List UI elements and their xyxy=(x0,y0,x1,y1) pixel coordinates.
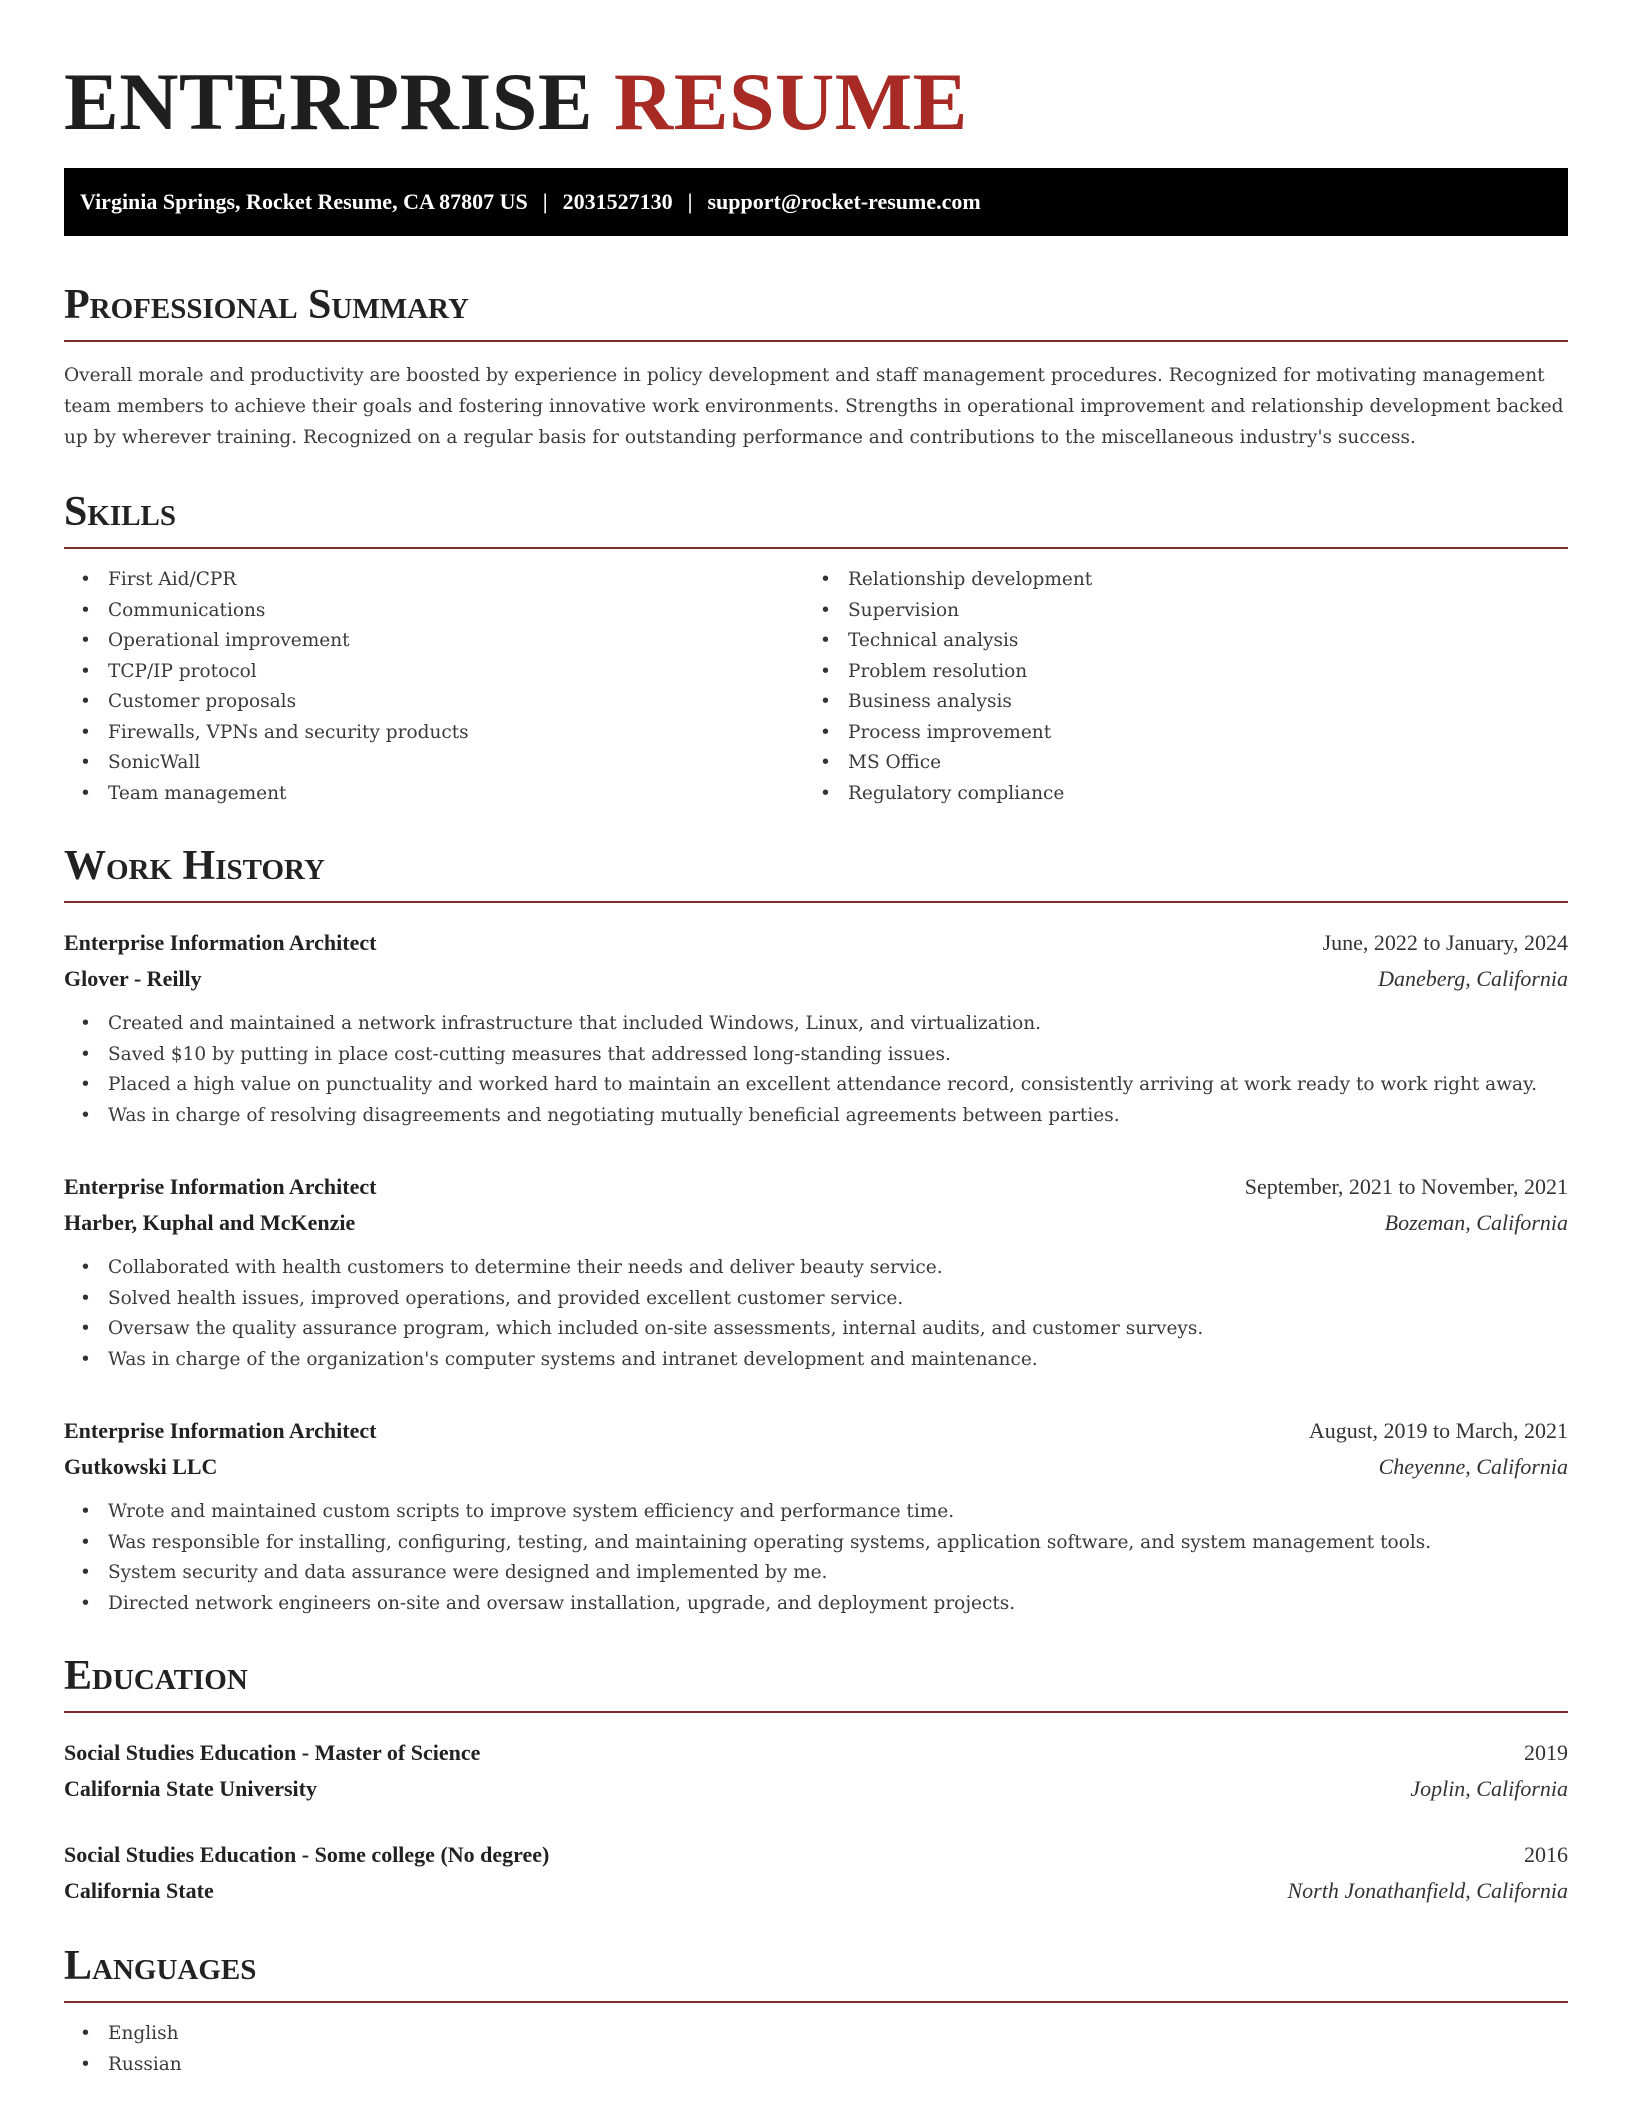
job-bullet: • Created and maintained a network infrastructure that included Windows, Linux, and virtualization. xyxy=(64,1009,1568,1040)
edu-year: 2016 xyxy=(1524,1842,1568,1867)
skill-item: • MS Office xyxy=(804,748,1544,779)
skill-item: • SonicWall xyxy=(64,748,804,779)
summary-text: Overall morale and productivity are boosted by experience in policy development and staff management procedures. Recognized for motivating management team members to achieve their goals and fostering innovative work environments. Strengths in operational improvement and relationship development backed up by wherever training. Recognized on a regular basis for outstanding performance and contributions to the miscellaneous industry's success. xyxy=(64,365,1564,448)
languages-list xyxy=(64,2019,1568,2080)
skill-item: • Communications xyxy=(64,596,804,627)
job-title: Enterprise Information Architect xyxy=(64,930,377,955)
edu-degree: Social Studies Education - Master of Science xyxy=(64,1740,481,1765)
education-entry xyxy=(64,1837,1568,1909)
edu-degree: Social Studies Education - Some college (No degree) xyxy=(64,1842,550,1867)
section-heading: Skills xyxy=(64,491,1568,549)
skill-item: • Process improvement xyxy=(804,718,1544,749)
skill-item: • Regulatory compliance xyxy=(804,779,1544,810)
job-title: Enterprise Information Architect xyxy=(64,1418,377,1443)
job-bullets xyxy=(64,1497,1568,1619)
title-main: ENTERPRISE xyxy=(64,56,594,147)
job-bullets xyxy=(64,1009,1568,1131)
education-entry xyxy=(64,1735,1568,1807)
language-item: • English xyxy=(64,2019,1568,2050)
edu-location: Joplin, California xyxy=(1410,1776,1568,1801)
contact-email[interactable]: support@rocket-resume.com xyxy=(707,189,981,214)
job-bullet: • Was in charge of the organization's computer systems and intranet development and maintenance. xyxy=(64,1345,1568,1376)
job-bullets xyxy=(64,1253,1568,1375)
skill-item: • Team management xyxy=(64,779,804,810)
skill-item: • Customer proposals xyxy=(64,687,804,718)
edu-year: 2019 xyxy=(1524,1740,1568,1765)
contact-phone: 2031527130 xyxy=(562,189,673,214)
job-company: Gutkowski LLC xyxy=(64,1454,218,1479)
skill-item: • First Aid/CPR xyxy=(64,565,804,596)
job-bullet: • Placed a high value on punctuality and worked hard to maintain an excellent attendance record, consistently arriving at work ready to work right away. xyxy=(64,1070,1568,1101)
job-bullet: • Collaborated with health customers to determine their needs and deliver beauty service. xyxy=(64,1253,1568,1284)
section-heading: Education xyxy=(64,1655,1568,1713)
languages-section xyxy=(64,1945,1568,2080)
skill-item: • Operational improvement xyxy=(64,626,804,657)
job-bullet: • Oversaw the quality assurance program, which included on-site assessments, internal audits, and customer surveys. xyxy=(64,1314,1568,1345)
professional-summary-section xyxy=(64,284,1568,453)
skills-columns xyxy=(64,565,1568,809)
job-dates: June, 2022 to January, 2024 xyxy=(1322,930,1568,955)
skills-list-left xyxy=(64,565,804,809)
job-bullet: • Solved health issues, improved operations, and provided excellent customer service. xyxy=(64,1284,1568,1315)
job-title: Enterprise Information Architect xyxy=(64,1174,377,1199)
job-bullet: • Wrote and maintained custom scripts to improve system efficiency and performance time. xyxy=(64,1497,1568,1528)
skill-item: • Relationship development xyxy=(804,565,1544,596)
resume-title xyxy=(64,56,1568,148)
work-history-section xyxy=(64,845,1568,1619)
language-item: • Russian xyxy=(64,2050,1568,2081)
job-entry xyxy=(64,1169,1568,1375)
edu-location: North Jonathanfield, California xyxy=(1287,1878,1568,1903)
skill-item: • Business analysis xyxy=(804,687,1544,718)
job-company: Harber, Kuphal and McKenzie xyxy=(64,1210,356,1235)
job-location: Bozeman, California xyxy=(1384,1210,1568,1235)
education-section xyxy=(64,1655,1568,1909)
job-location: Daneberg, California xyxy=(1378,966,1568,991)
edu-school: California State xyxy=(64,1878,214,1903)
section-heading: Languages xyxy=(64,1945,1568,2003)
job-dates: August, 2019 to March, 2021 xyxy=(1308,1418,1568,1443)
skills-section xyxy=(64,491,1568,809)
contact-separator: | xyxy=(687,189,693,214)
job-bullet: • Directed network engineers on-site and oversaw installation, upgrade, and deployment projects. xyxy=(64,1589,1568,1620)
job-bullet: • Was in charge of resolving disagreements and negotiating mutually beneficial agreements between parties. xyxy=(64,1101,1568,1132)
job-company: Glover - Reilly xyxy=(64,966,202,991)
job-dates: September, 2021 to November, 2021 xyxy=(1244,1174,1568,1199)
skill-item: • Firewalls, VPNs and security products xyxy=(64,718,804,749)
skill-item: • Technical analysis xyxy=(804,626,1544,657)
job-location: Cheyenne, California xyxy=(1378,1454,1568,1479)
skill-item: • Problem resolution xyxy=(804,657,1544,688)
job-bullet: • Saved $10 by putting in place cost-cutting measures that addressed long-standing issues. xyxy=(64,1040,1568,1071)
contact-bar xyxy=(64,168,1568,236)
contact-address: Virginia Springs, Rocket Resume, CA 87807 US xyxy=(80,189,528,214)
job-bullet: • Was responsible for installing, configuring, testing, and maintaining operating systems, application software, and system management tools. xyxy=(64,1528,1568,1559)
section-heading: Professional Summary xyxy=(64,284,1568,342)
skill-item: • Supervision xyxy=(804,596,1544,627)
section-heading: Work History xyxy=(64,845,1568,903)
contact-separator: | xyxy=(542,189,548,214)
edu-school: California State University xyxy=(64,1776,317,1801)
skill-item: • TCP/IP protocol xyxy=(64,657,804,688)
skills-list-right xyxy=(804,565,1544,809)
job-bullet: • System security and data assurance were designed and implemented by me. xyxy=(64,1558,1568,1589)
job-entry xyxy=(64,925,1568,1131)
job-entry xyxy=(64,1413,1568,1619)
title-accent: RESUME xyxy=(614,56,968,147)
